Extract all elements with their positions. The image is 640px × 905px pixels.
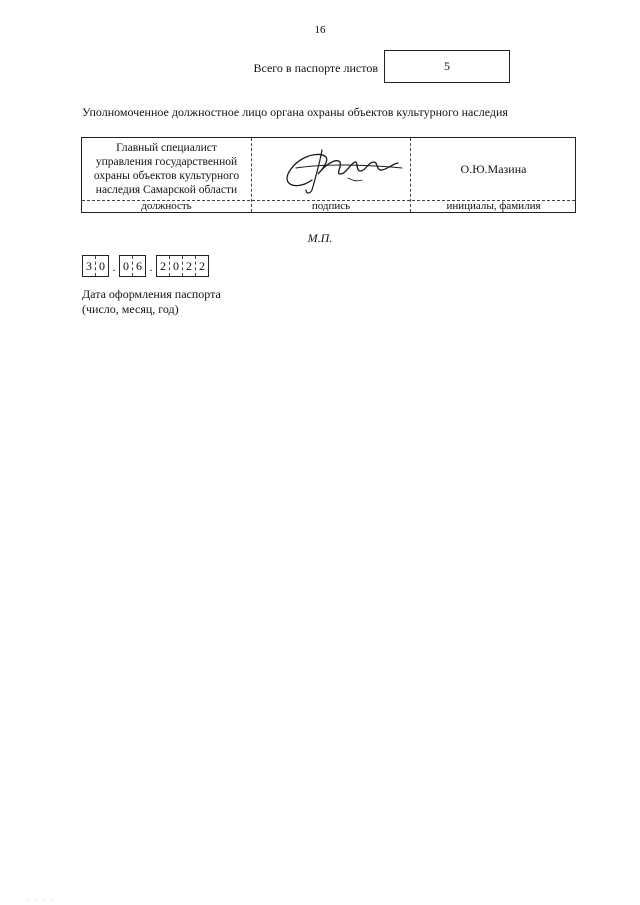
handwritten-signature (252, 138, 410, 200)
sheets-count-box (384, 50, 510, 83)
date-digit: 2 (183, 256, 196, 276)
position-line: Главный специалист (116, 142, 217, 154)
date-separator: . (149, 260, 153, 274)
date-separator: . (112, 260, 116, 274)
date-month (119, 255, 146, 277)
footer-marks: · · · · (28, 897, 55, 903)
signature-cell (252, 138, 410, 200)
position-caption: должность (141, 200, 192, 212)
date-digit: 2 (199, 258, 205, 273)
date-year (156, 255, 209, 277)
date-digit: 0 (120, 256, 133, 276)
position-cell (82, 141, 251, 199)
page-number: 16 (314, 24, 326, 36)
position-line: наследия Самарской области (95, 184, 238, 196)
official-heading: Уполномоченное должностное лицо органа охраны объектов культурного наследия (82, 105, 508, 119)
date-digit: 6 (136, 258, 142, 273)
signature-caption: подпись (311, 200, 351, 212)
seal-mark: М.П. (307, 231, 333, 245)
date-digit: 3 (83, 256, 96, 276)
name-caption: инициалы, фамилия (446, 200, 541, 212)
date-caption (82, 287, 221, 317)
date-caption-line: Дата оформления паспорта (82, 287, 221, 301)
signature-table (81, 137, 576, 213)
sheets-count-value: 5 (444, 59, 450, 73)
date-boxes (82, 255, 209, 277)
signatory-name: О.Ю.Мазина (460, 161, 527, 176)
position-line: управления государственной (95, 156, 238, 168)
date-day (82, 255, 109, 277)
sheets-count-label: Всего в паспорте листов (253, 61, 378, 75)
date-digit: 0 (99, 258, 105, 273)
date-caption-line: (число, месяц, год) (82, 302, 179, 316)
date-digit: 2 (157, 256, 170, 276)
position-line: охраны объектов культурного (93, 170, 240, 182)
date-digit: 0 (170, 256, 183, 276)
